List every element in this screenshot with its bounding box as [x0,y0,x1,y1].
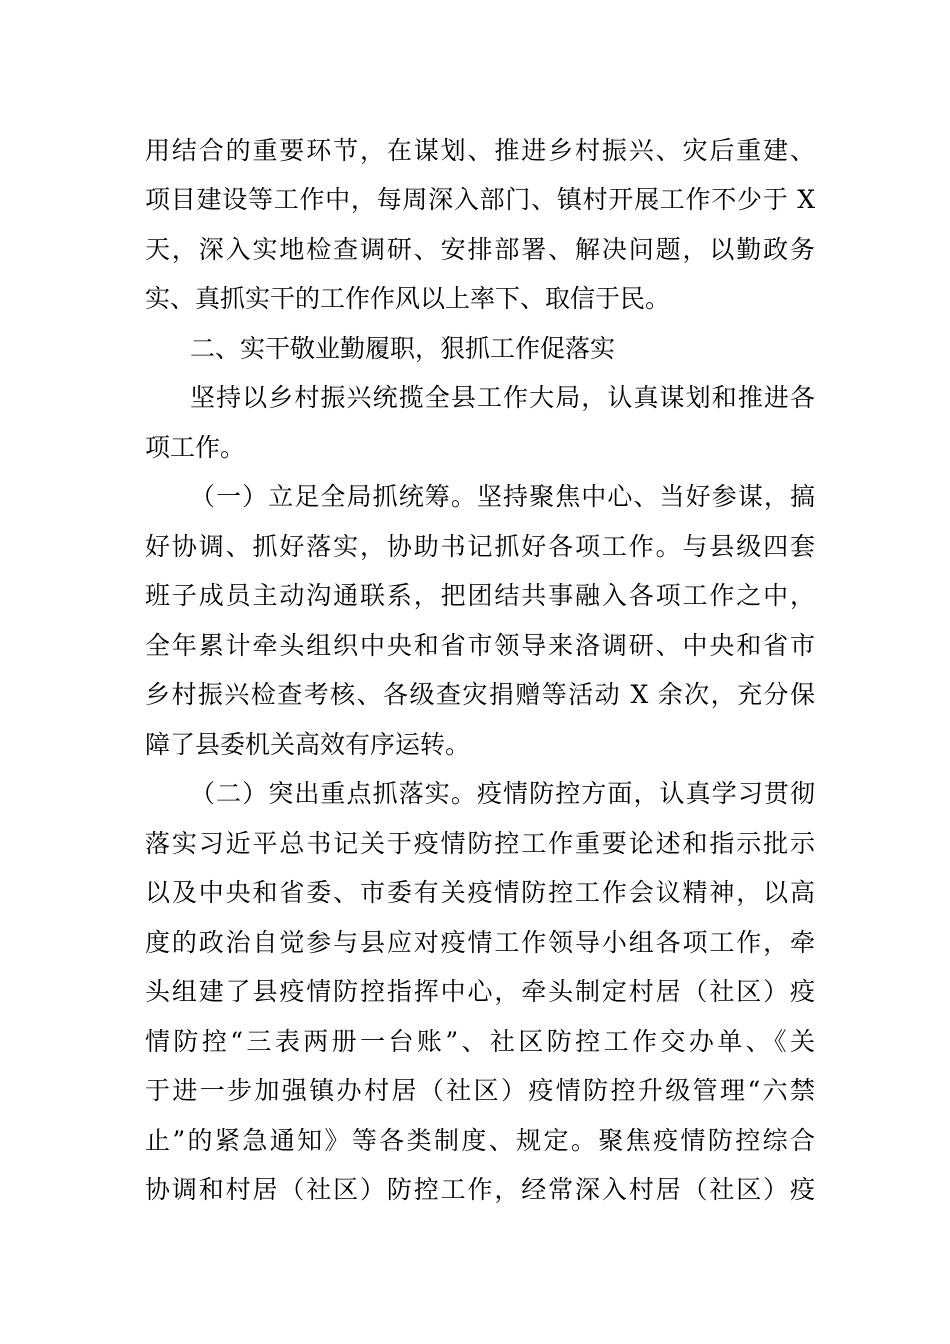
text-line-12: 乡村振兴检查考核、各级查灾捐赠等活动 X 余次，充分保 [145,680,815,709]
text-line-4: 实、真抓实干的工作作风以上率下、取信于民。 [145,284,671,313]
text-line-8: （一）立足全局抓统筹。坚持聚焦中心、当好参谋，搞 [190,482,815,511]
text-line-2: 项目建设等工作中，每周深入部门、镇村开展工作不少于 X [145,185,815,214]
text-line-14: （二）突出重点抓落实。疫情防控方面，认真学习贯彻 [190,779,815,808]
text-line-21: 止”的紧急通知》等各类制度、规定。聚焦疫情防控综合 [145,1126,815,1155]
text-line-11: 全年累计牵头组织中央和省市领导来洛调研、中央和省市 [145,631,815,660]
text-line-18: 头组建了县疫情防控指挥中心，牵头制定村居（社区）疫 [145,977,815,1006]
text-line-9: 好协调、抓好落实，协助书记抓好各项工作。与县级四套 [145,532,815,561]
text-line-15: 落实习近平总书记关于疫情防控工作重要论述和指示批示 [145,829,815,858]
text-line-17: 度的政治自觉参与县应对疫情工作领导小组各项工作，牵 [145,928,815,957]
text-line-22: 协调和村居（社区）防控工作，经常深入村居（社区）疫 [145,1175,815,1204]
text-line-7: 项工作。 [145,433,246,462]
text-line-20: 于进一步加强镇办村居（社区）疫情防控升级管理“六禁 [145,1076,815,1105]
text-line-19: 情防控“三表两册一台账”、社区防控工作交办单、《关 [145,1027,815,1056]
text-line-3: 天，深入实地检查调研、安排部署、解决问题，以勤政务 [145,235,815,264]
text-line-13: 障了县委机关高效有序运转。 [145,730,471,759]
text-line-10: 班子成员主动沟通联系，把团结共事融入各项工作之中， [145,581,815,610]
text-line-6: 坚持以乡村振兴统揽全县工作大局，认真谋划和推进各 [190,383,815,412]
section-heading: 二、实干敬业勤履职，狠抓工作促落实 [190,334,616,363]
text-line-1: 用结合的重要环节，在谋划、推进乡村振兴、灾后重建、 [145,136,815,165]
text-line-16: 以及中央和省委、市委有关疫情防控工作会议精神，以高 [145,878,815,907]
